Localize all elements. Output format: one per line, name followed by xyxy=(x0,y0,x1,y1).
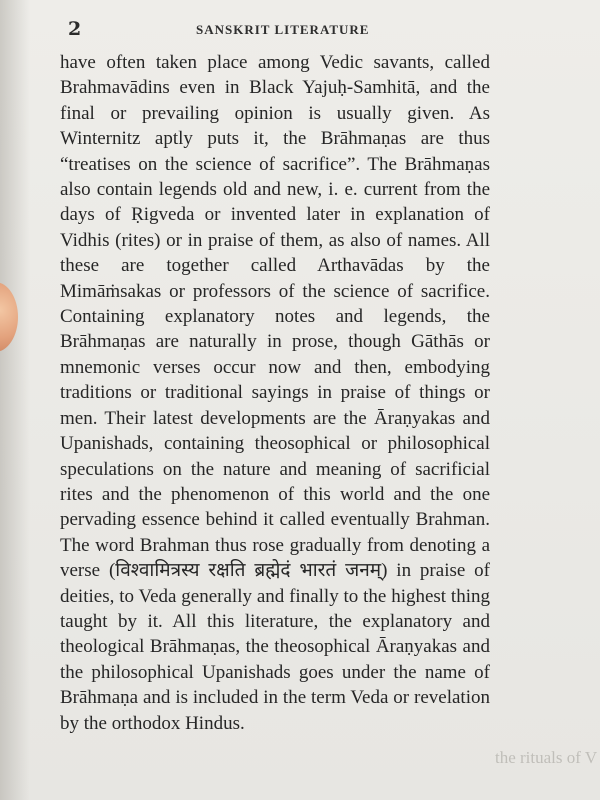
bleed-through-text: the rituals of V xyxy=(495,748,598,767)
page-gutter-shadow xyxy=(0,0,30,800)
page-header xyxy=(68,18,488,44)
body-paragraph: have often taken place among Vedic savants, called Brahmavādins even in Black Yajuḥ-Samhitā, and the final or prevailing opinion is usually given. As Winternitz aptly puts it, the Brāhmaṇas are thus “treatises on the science of sacrifice”. The Brāhmaṇas also contain legends old and new, i. e. current from the days of Ṛigveda or invented later in explanation of Vidhis (rites) or in praise of them, as also of names. All these are together called Arthavādas by the Mimāṁsakas or professors of the science of sacrifice. Containing explanatory notes and legends, the Brāhmaṇas are naturally in prose, though Gāthās or mnemonic verses occur now and then, embodying traditions or traditional sayings in praise of things or men. Their latest developments are the Āraṇyakas and Upanishads, containing theosophical or philosophical speculations on the nature and meaning of sacrificial rites and the phenomenon of this world and the one pervading essence behind it called eventually Brahman. The word Brahman thus rose gradually from denoting a verse (विश्वामित्रस्य रक्षति ब्रह्मेदं भारतं जनम्) in praise of deities, to Veda generally and finally to the highest thing taught by it. All this literature, the explanatory and theological Brāhmaṇas, the theosophical Āraṇyakas and the philosophical Upanishads goes under the name of Brāhmaṇa and is included in the term Veda or revelation by the orthodox Hindus. xyxy=(60,52,490,734)
running-head: SANSKRIT LITERATURE xyxy=(196,22,370,37)
page-number: 2 xyxy=(68,18,82,40)
